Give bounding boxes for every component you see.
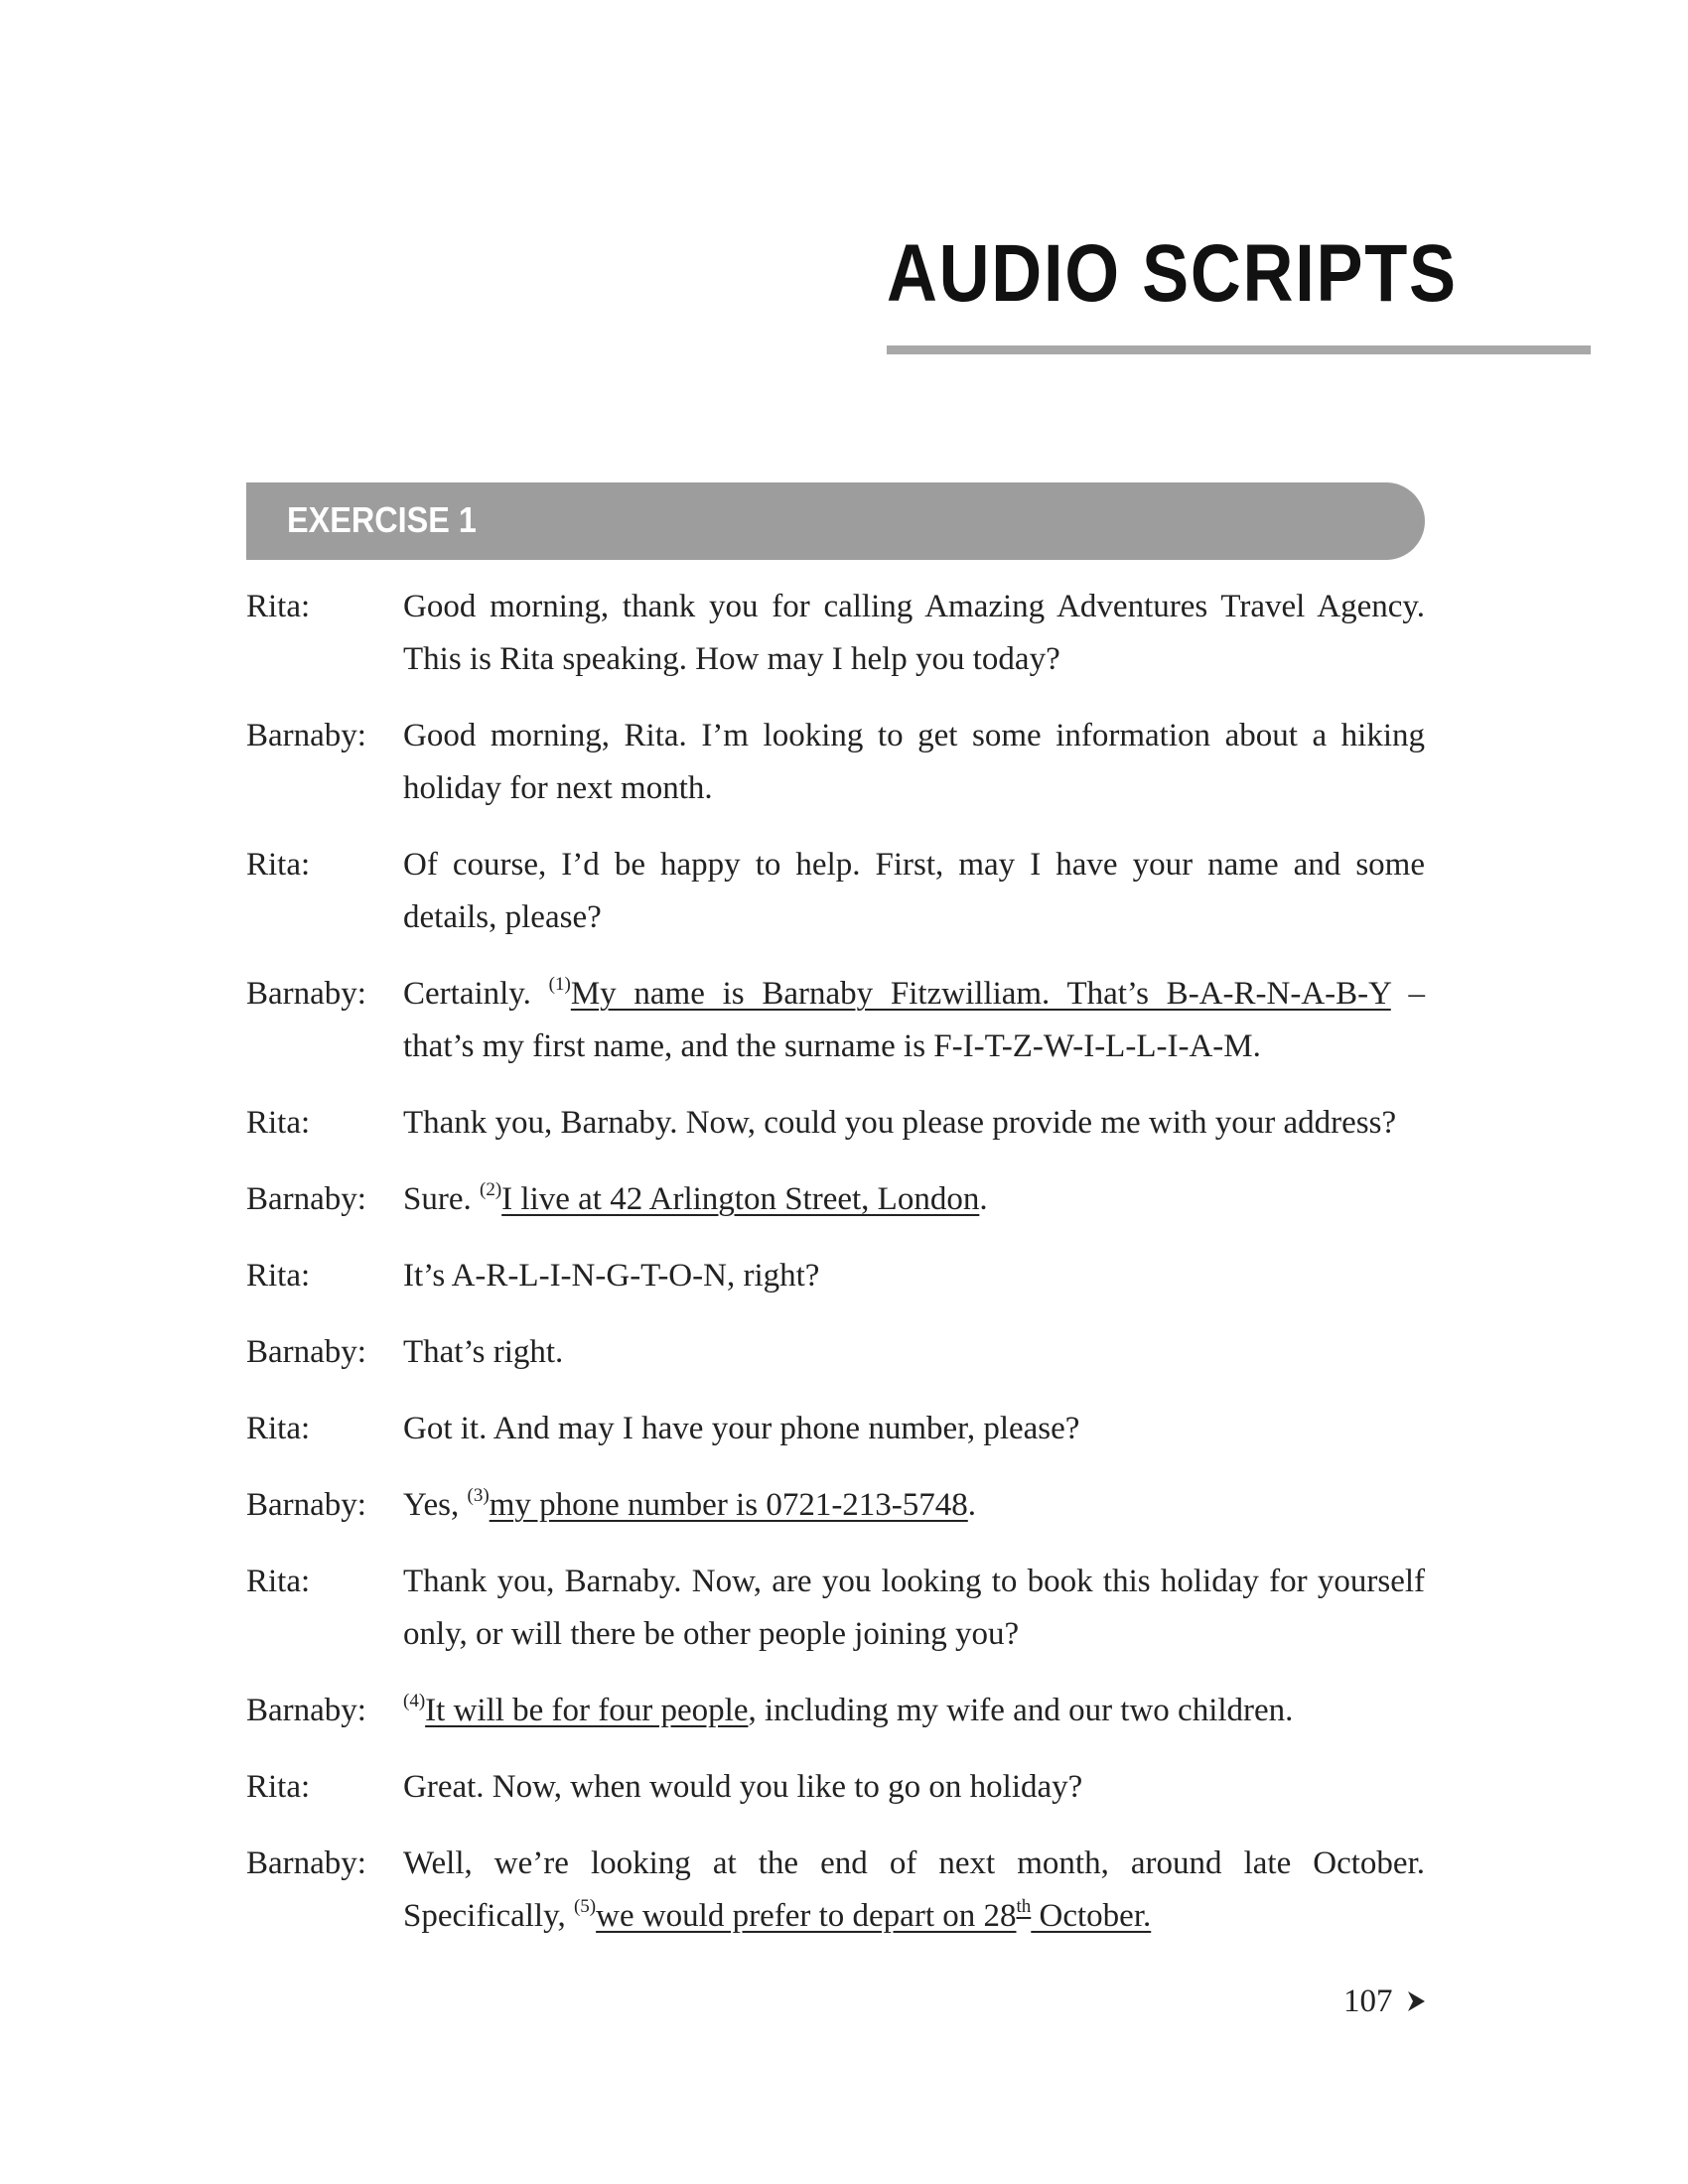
dialogue-line	[246, 1097, 1425, 1150]
next-page-arrow-icon	[1405, 1989, 1427, 2013]
speech-segment: Yes,	[403, 1487, 468, 1523]
speaker-name: Barnaby:	[246, 1334, 366, 1370]
speech-text	[403, 1326, 1425, 1379]
speech-segment: Sure.	[403, 1181, 480, 1217]
speech-segment: Thank you, Barnaby. Now, are you looking to book this holiday for yourself only, or will there be other people joining you?	[403, 1564, 1425, 1652]
answer-number-marker: (3)	[467, 1485, 490, 1506]
dialogue-line	[246, 968, 1425, 1073]
exercise-label: EXERCISE 1	[287, 499, 477, 540]
speech-text	[403, 1479, 1425, 1532]
speech-text	[403, 1838, 1425, 1943]
underlined-answer-text: I live at 42 Arlington Street, London	[501, 1181, 980, 1217]
page-number: 107	[1343, 1983, 1393, 2019]
speech-text	[403, 1685, 1425, 1737]
underlined-answer-text: It will be for four people	[425, 1693, 749, 1728]
speech-segment: Thank you, Barnaby. Now, could you please provide me with your address?	[403, 1105, 1397, 1141]
dialogue-line	[246, 1326, 1425, 1379]
speaker-name: Rita:	[246, 1769, 311, 1805]
speech-segment: It’s A-R-L-I-N-G-T-O-N, right?	[403, 1258, 820, 1294]
speech-text	[403, 968, 1425, 1073]
speaker-name: Rita:	[246, 1258, 311, 1294]
speech-segment: Got it. And may I have your phone number, please?	[403, 1411, 1080, 1446]
speech-text	[403, 1173, 1425, 1226]
speech-segment: Great. Now, when would you like to go on holiday?	[403, 1769, 1083, 1805]
speaker-name: Rita:	[246, 847, 311, 883]
underlined-answer-text: we would prefer to depart on 28	[596, 1898, 1017, 1934]
speaker-name: Barnaby:	[246, 1487, 366, 1523]
speech-segment: That’s right.	[403, 1334, 564, 1370]
speaker-name: Rita:	[246, 1411, 311, 1446]
speech-segment: .	[967, 1487, 977, 1523]
speaker-name: Barnaby:	[246, 718, 366, 753]
speaker-name: Rita:	[246, 589, 311, 624]
speech-text	[403, 710, 1425, 815]
dialogue-line	[246, 581, 1425, 686]
dialogue-line	[246, 1761, 1425, 1814]
speaker-name: Barnaby:	[246, 976, 366, 1012]
title-underline-rule	[887, 345, 1591, 354]
exercise-header-bar	[246, 482, 1425, 560]
speech-segment: Certainly.	[403, 976, 549, 1012]
speech-text	[403, 1250, 1425, 1302]
dialogue-line	[246, 1556, 1425, 1661]
audio-script-dialogue	[246, 581, 1425, 1967]
speech-segment: Of course, I’d be happy to help. First, may I have your name and some details, please?	[403, 847, 1425, 935]
speech-segment: Good morning, Rita. I’m looking to get some information about a hiking holiday for next month.	[403, 718, 1425, 806]
speaker-name: Rita:	[246, 1564, 311, 1599]
dialogue-line	[246, 1403, 1425, 1455]
speaker-name: Barnaby:	[246, 1181, 366, 1217]
answer-number-marker: (1)	[548, 974, 571, 995]
dialogue-line	[246, 839, 1425, 944]
dialogue-line	[246, 1173, 1425, 1226]
speech-segment: .	[979, 1181, 988, 1217]
dialogue-line	[246, 710, 1425, 815]
answer-number-marker: (5)	[573, 1896, 597, 1917]
dialogue-line	[246, 1685, 1425, 1737]
speech-segment: , including my wife and our two children.	[748, 1693, 1294, 1728]
dialogue-line	[246, 1250, 1425, 1302]
speech-segment: Good morning, thank you for calling Amazing Adventures Travel Agency. This is Rita speaking. How may I help you today?	[403, 589, 1425, 677]
speech-text	[403, 1097, 1425, 1150]
page-footer	[1343, 1981, 1427, 2021]
answer-number-marker: (4)	[403, 1691, 426, 1711]
speech-text	[403, 1761, 1425, 1814]
page-title: AUDIO SCRIPTS	[887, 228, 1458, 319]
dialogue-line	[246, 1479, 1425, 1532]
speaker-name: Barnaby:	[246, 1693, 366, 1728]
speaker-name: Barnaby:	[246, 1845, 366, 1881]
speech-segment: Well, we’re looking at the end of next month, around late October. Specifically,	[403, 1845, 1425, 1934]
ordinal-suffix: th	[1016, 1896, 1032, 1917]
underlined-answer-text: my phone number is 0721-213-5748	[489, 1487, 968, 1523]
speech-text	[403, 1403, 1425, 1455]
speaker-name: Rita:	[246, 1105, 311, 1141]
underlined-answer-text: October.	[1031, 1898, 1152, 1934]
dialogue-line	[246, 1838, 1425, 1943]
speech-text	[403, 839, 1425, 944]
underlined-answer-text: My name is Barnaby Fitzwilliam. That’s B-A-R-N-A-B-Y	[570, 976, 1391, 1012]
speech-text	[403, 1556, 1425, 1661]
speech-segment: – that’s my first name, and the surname is F-I-T-Z-W-I-L-L-I-A-M.	[403, 976, 1426, 1064]
speech-text	[403, 581, 1425, 686]
answer-number-marker: (2)	[480, 1179, 502, 1200]
